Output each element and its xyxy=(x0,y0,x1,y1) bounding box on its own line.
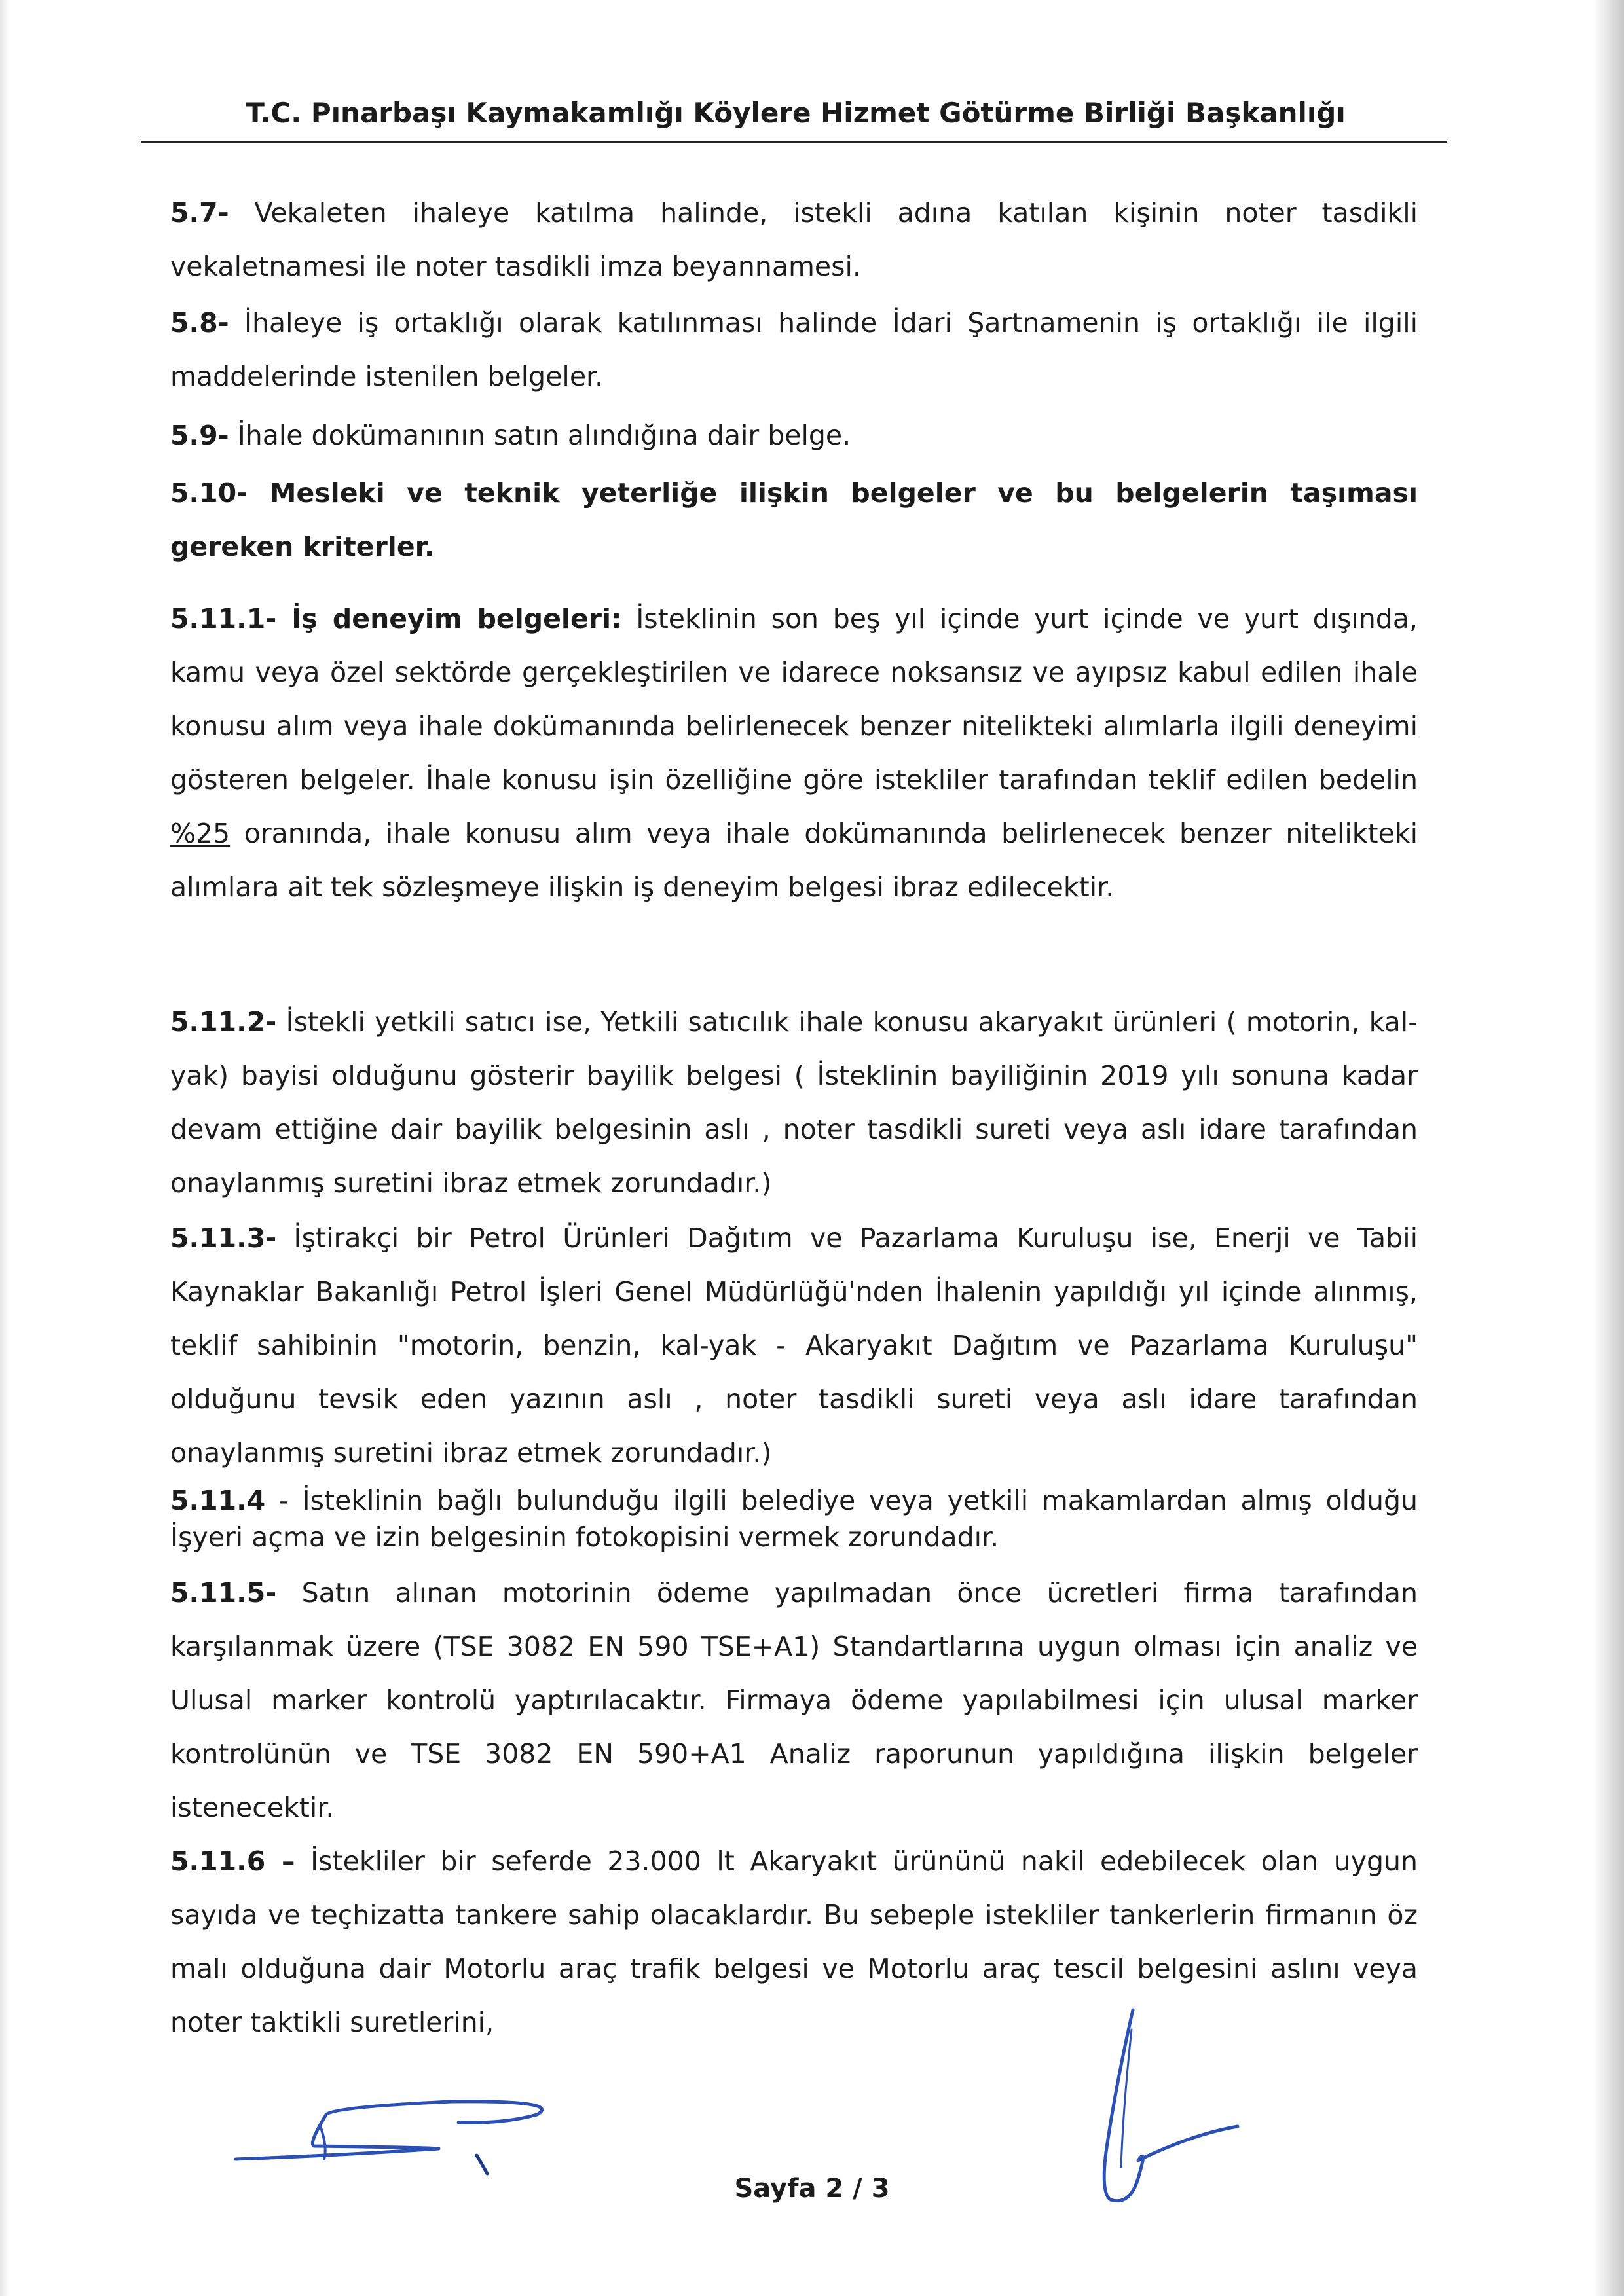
item-number: 5.11.1- xyxy=(170,603,277,634)
item-text: - İsteklinin bağlı bulunduğu ilgili belediye veya yetkili makamlardan almış olduğu İşyeri açma ve izin belgesinin fotokopisini vermek zorundadır. xyxy=(170,1485,1418,1553)
item-number: 5.11.4 xyxy=(170,1485,266,1516)
item-5-11-2 xyxy=(170,995,1418,1210)
item-5-11-3 xyxy=(170,1211,1418,1480)
item-text: oranında, ihale konusu alım veya ihale dokümanında belirlenecek benzer nitelikteki alımlara ait tek sözleşmeye ilişkin iş deneyim belgesi ibraz edilecektir. xyxy=(170,818,1418,903)
item-5-8 xyxy=(170,296,1418,403)
item-text: Satın alınan motorinin ödeme yapılmadan önce ücretleri firma tarafından karşılanmak üzere (TSE 3082 EN 590 TSE+A1) Standartlarına uygun olması için analiz ve Ulusal marker kontrolü yaptırılacaktır. Firmaya ödeme yapılabilmesi için ulusal marker kontrolünün ve TSE 3082 EN 590+A1 Analiz raporunun yapıldığına ilişkin belgeler istenecektir. xyxy=(170,1577,1418,1823)
item-5-11-4 xyxy=(170,1482,1418,1556)
page-number: Sayfa 2 / 3 xyxy=(734,2174,890,2204)
item-text: İhaleye iş ortaklığı olarak katılınması halinde İdari Şartnamenin iş ortaklığı ile ilgili maddelerinde istenilen belgeler. xyxy=(170,307,1418,392)
item-number: 5.11.6 – xyxy=(170,1846,295,1877)
item-5-11-1 xyxy=(170,592,1418,914)
item-number: 5.8- xyxy=(170,307,229,338)
item-5-10 xyxy=(170,466,1418,574)
item-number: 5.11.5- xyxy=(170,1577,277,1609)
item-text: Vekaleten ihaleye katılma halinde, istekli adına katılan kişinin noter tasdikli vekaletnamesi ile noter tasdikli imza beyannamesi. xyxy=(170,197,1418,282)
item-number: 5.9- xyxy=(170,420,229,451)
percent-value: %25 xyxy=(170,818,231,849)
page-header-title: T.C. Pınarbaşı Kaymakamlığı Köylere Hizmet Götürme Birliği Başkanlığı xyxy=(246,97,1346,129)
header-divider xyxy=(141,141,1447,143)
scan-edge-shadow-left xyxy=(0,0,9,2296)
item-number: 5.11.2- xyxy=(170,1006,277,1038)
item-text: İhale dokümanının satın alındığına dair belge. xyxy=(229,420,851,451)
scan-edge-shadow-right xyxy=(1594,0,1624,2296)
item-heading: 5.10- Mesleki ve teknik yeterliğe ilişkin belgeler ve bu belgelerin taşıması gereken kriterler. xyxy=(170,477,1418,562)
item-text: İstekliler bir seferde 23.000 lt Akaryakıt ürününü nakil edebilecek olan uygun sayıda ve teçhizatta tankere sahip olacaklardır. Bu sebeple istekliler tankerlerin firmanın öz malı olduğuna dair Motorlu araç trafik belgesi ve Motorlu araç tescil belgesini aslını veya noter taktikli suretlerini, xyxy=(170,1846,1418,2038)
item-number: 5.11.3- xyxy=(170,1222,277,1254)
item-text: İştirakçi bir Petrol Ürünleri Dağıtım ve Pazarlama Kuruluşu ise, Enerji ve Tabii Kaynaklar Bakanlığı Petrol İşleri Genel Müdürlüğü'nden İhalenin yapıldığı yıl içinde alınmış, teklif sahibinin "motorin, benzin, kal-yak - Akaryakıt Dağıtım ve Pazarlama Kuruluşu" olduğunu tevsik eden yazının aslı , noter tasdikli sureti veya aslı idare tarafından onaylanmış suretini ibraz etmek zorundadır.) xyxy=(170,1222,1418,1468)
item-title: İş deneyim belgeleri: xyxy=(276,603,622,634)
item-text: İstekli yetkili satıcı ise, Yetkili satıcılık ihale konusu akaryakıt ürünleri ( motorin, kal-yak) bayisi olduğunu gösterir bayilik belgesi ( İsteklinin bayiliğinin 2019 yılı sonuna kadar devam ettiğine dair bayilik belgesinin aslı , noter tasdikli sureti veya aslı idare tarafından onaylanmış suretini ibraz etmek zorundadır.) xyxy=(170,1006,1418,1199)
item-text: İsteklinin son beş yıl içinde yurt içinde ve yurt dışında, kamu veya özel sektörde gerçekleştirilen ve idarece noksansız ve ayıpsız kabul edilen ihale konusu alım veya ihale dokümanında belirlenecek benzer nitelikteki alımlarla ilgili deneyimi gösteren belgeler. İhale konusu işin özelliğine göre istekliler tarafından teklif edilen bedelin xyxy=(170,603,1418,795)
item-number: 5.7- xyxy=(170,197,229,228)
item-5-7 xyxy=(170,186,1418,293)
item-5-11-5 xyxy=(170,1566,1418,1834)
item-5-9 xyxy=(170,409,1418,462)
